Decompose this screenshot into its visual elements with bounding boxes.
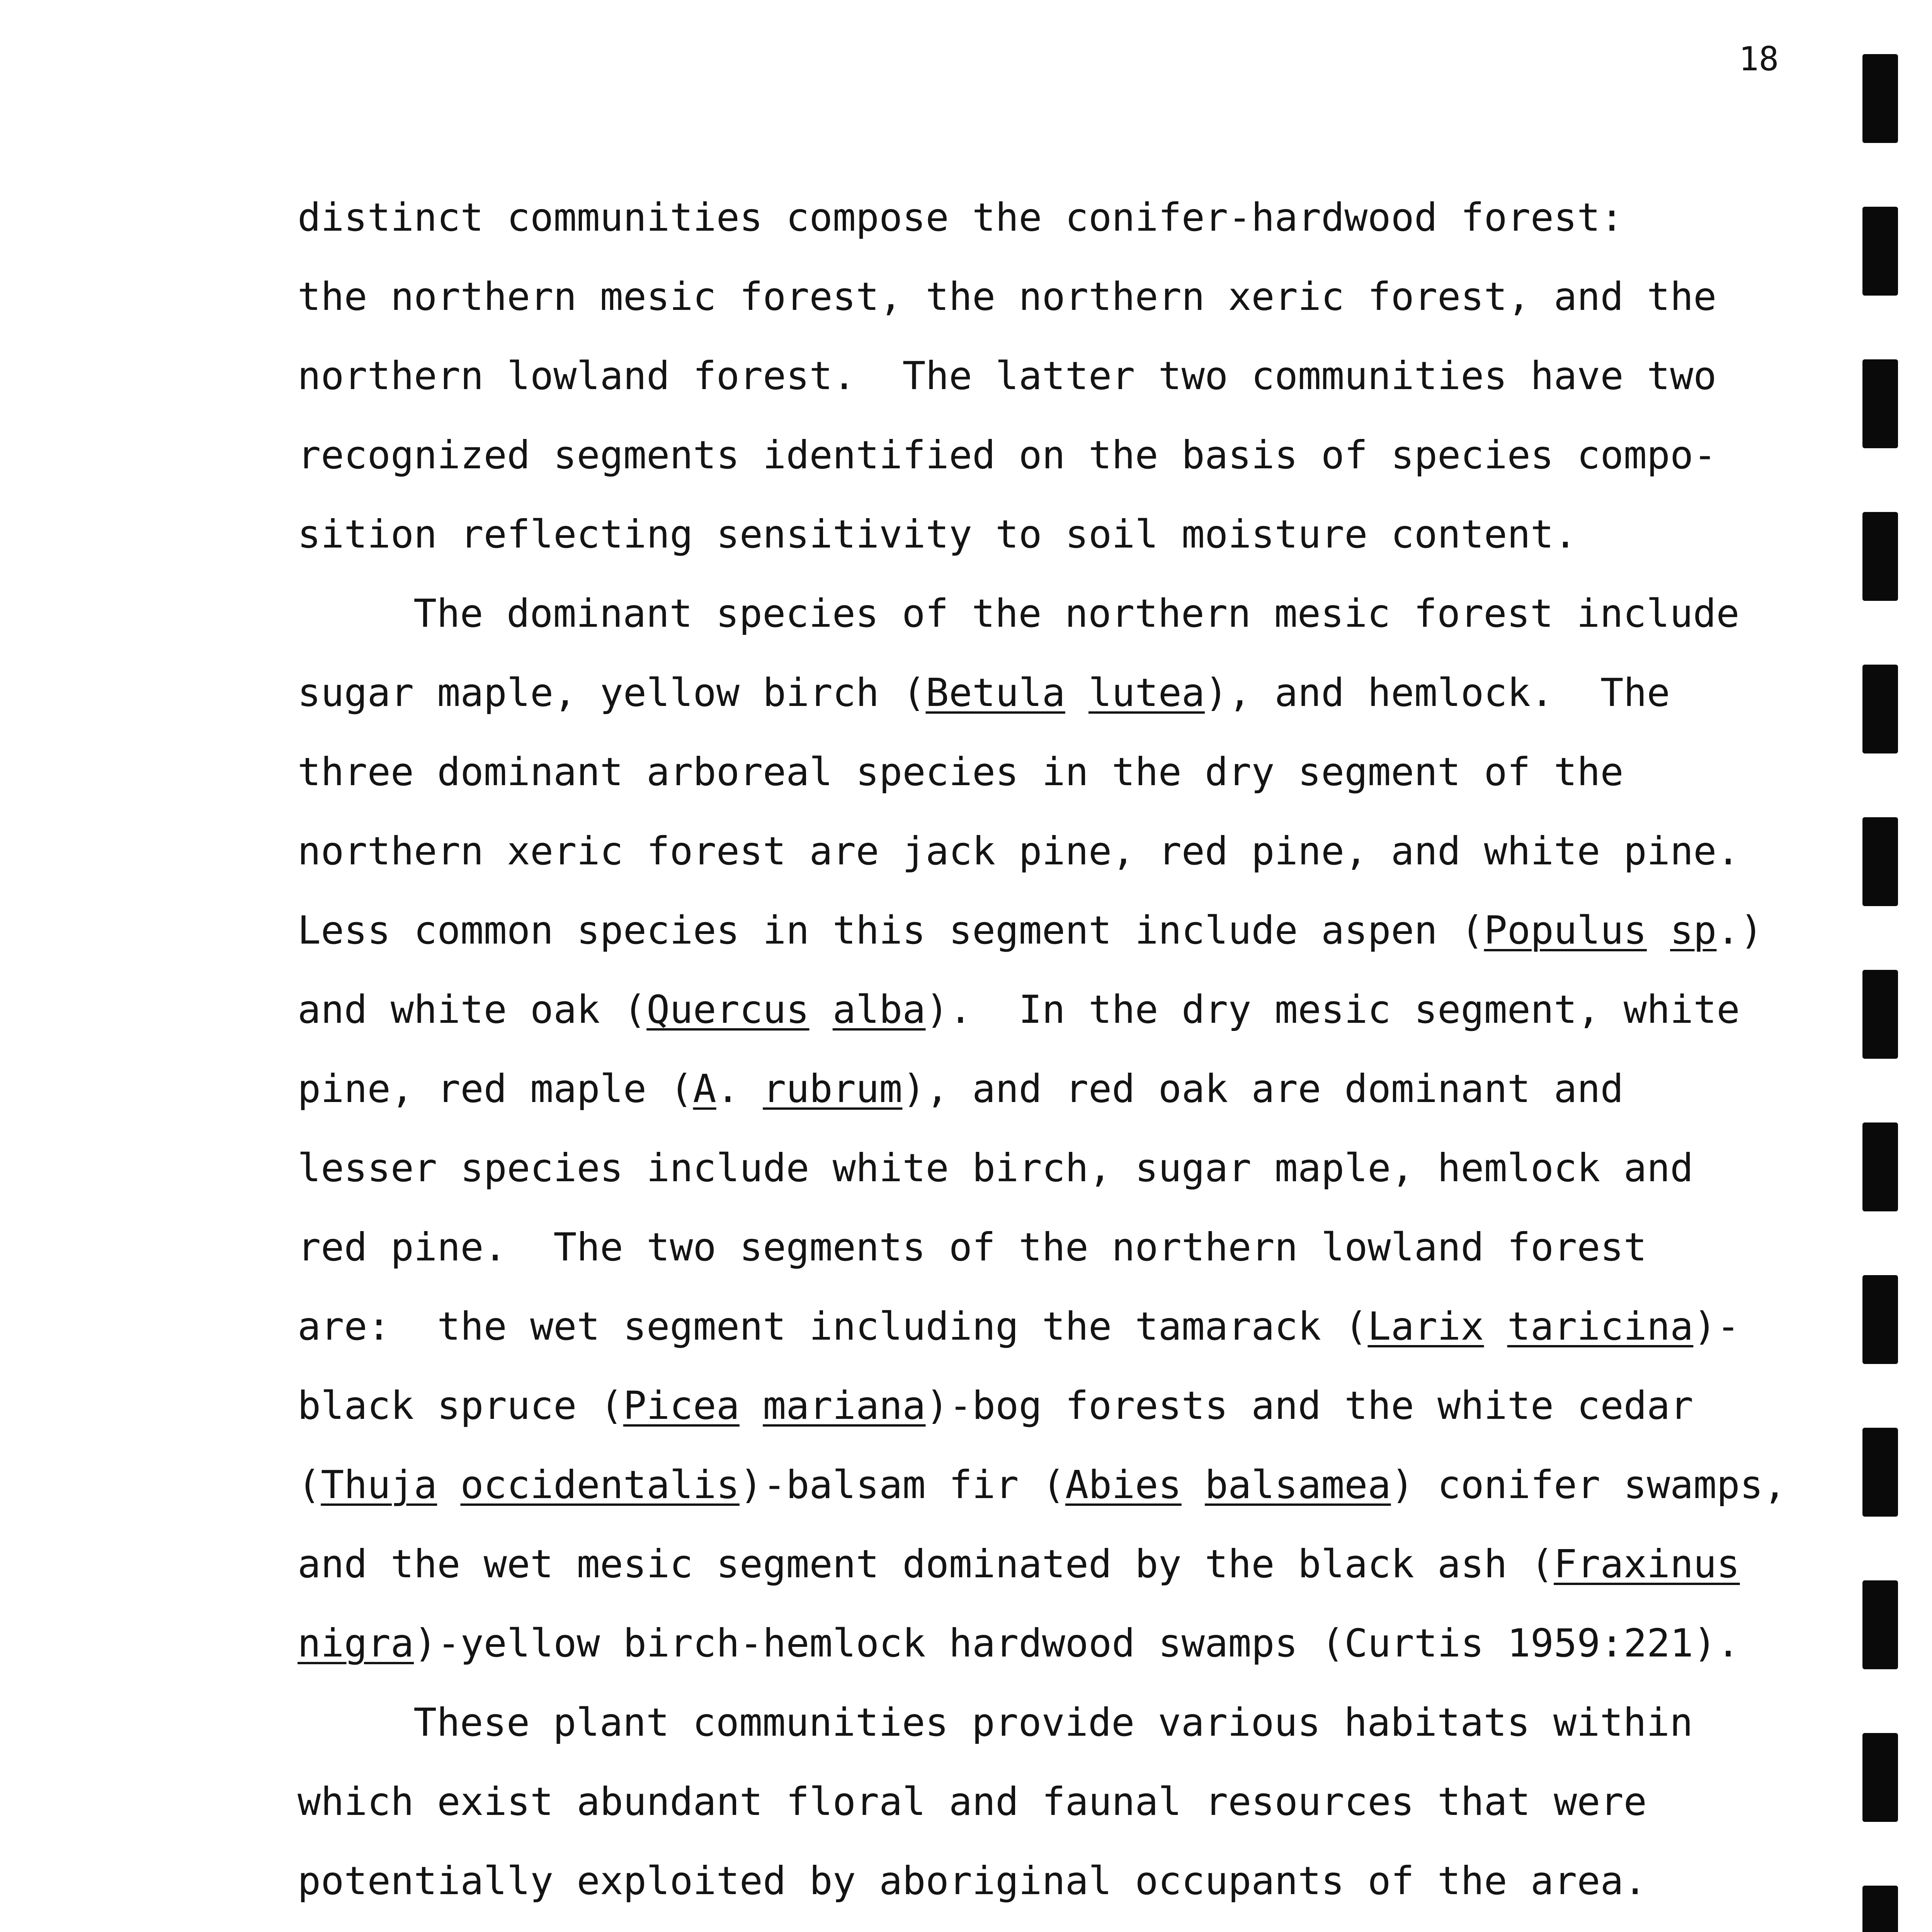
text-segment: and the wet mesic segment dominated by the black ash ( [298, 1541, 1554, 1587]
binding-mark [1862, 817, 1898, 906]
underlined-species-name: balsamea [1205, 1462, 1391, 1507]
text-segment: Less common species in this segment include aspen ( [298, 908, 1484, 953]
text-segment: the northern mesic forest, the northern xeric forest, and the [298, 274, 1717, 319]
text-line [298, 1841, 1835, 1920]
binding-mark [1862, 1122, 1898, 1211]
text-segment: black spruce ( [298, 1383, 623, 1428]
text-segment: three dominant arboreal species in the dry segment of the [298, 749, 1624, 794]
text-segment: .) [1716, 908, 1763, 953]
text-segment: )-balsam fir ( [739, 1462, 1065, 1507]
binding-mark [1862, 1886, 1898, 1932]
text-line [298, 1049, 1835, 1128]
text-segment: are: the wet segment including the tamarack ( [298, 1304, 1368, 1349]
text-line [298, 1287, 1835, 1366]
binding-mark [1862, 54, 1898, 143]
text-segment: red pine. The two segments of the northern lowland forest [298, 1225, 1647, 1270]
underlined-species-name: lutea [1088, 670, 1205, 715]
underlined-species-name: Thuja [321, 1462, 437, 1507]
text-line [298, 1445, 1835, 1524]
text-segment: sugar maple, yellow birch ( [298, 670, 926, 715]
text-segment: recognized segments identified on the basis of species compo- [298, 432, 1717, 478]
binding-mark [1862, 359, 1898, 448]
text-line [298, 1762, 1835, 1841]
text-segment: ). In the dry mesic segment, white [925, 987, 1740, 1032]
binding-mark [1862, 970, 1898, 1059]
underlined-species-name: Populus [1484, 908, 1647, 953]
text-segment: northern lowland forest. The latter two communities have two [298, 353, 1717, 398]
underlined-species-name: Abies [1065, 1462, 1182, 1507]
text-line [298, 495, 1835, 574]
text-segment: )- [1693, 1304, 1740, 1349]
underlined-species-name: mariana [763, 1383, 926, 1428]
text-segment: distinct communities compose the conifer-hardwood forest: [298, 195, 1624, 240]
underlined-species-name: Picea [623, 1383, 740, 1428]
text-segment: These plant communities provide various habitats within [413, 1700, 1693, 1745]
text-segment: )-bog forests and the white cedar [925, 1383, 1694, 1428]
text-segment: ) conifer swamps, [1391, 1462, 1787, 1507]
text-segment [1065, 670, 1088, 715]
text-segment: potentially exploited by aboriginal occupants of the area. [298, 1858, 1647, 1903]
text-line [298, 178, 1835, 257]
text-segment: ), and hemlock. The [1205, 670, 1670, 715]
binding-mark [1862, 207, 1898, 296]
text-line [298, 891, 1835, 970]
binding-mark [1862, 1428, 1898, 1517]
text-line [298, 1683, 1835, 1762]
text-segment: lesser species include white birch, sugar maple, hemlock and [298, 1145, 1694, 1190]
underlined-species-name: occidentalis [460, 1462, 740, 1507]
text-line [298, 653, 1835, 732]
binding-mark [1862, 1733, 1898, 1822]
underlined-species-name: Fraxinus [1554, 1541, 1740, 1587]
text-line [298, 1604, 1835, 1683]
text-segment [437, 1462, 460, 1507]
text-segment [1647, 908, 1670, 953]
body-text [298, 178, 1835, 1932]
text-line [298, 1920, 1835, 1932]
page-number: 18 [1739, 40, 1779, 78]
underlined-species-name: Quercus [646, 987, 810, 1032]
text-segment [740, 1383, 763, 1428]
binding-marks [1862, 54, 1901, 1932]
underlined-species-name: alba [832, 987, 926, 1032]
text-segment: which exist abundant floral and faunal resources that were [298, 1779, 1647, 1824]
text-segment: pine, red maple ( [298, 1066, 693, 1111]
binding-mark [1862, 1580, 1898, 1669]
text-line [298, 1524, 1835, 1604]
text-segment: sition reflecting sensitivity to soil moisture content. [298, 512, 1577, 557]
text-segment [810, 987, 833, 1032]
text-line [298, 1128, 1835, 1208]
underlined-species-name: Betula [925, 670, 1065, 715]
binding-mark [1862, 1275, 1898, 1364]
text-line [298, 336, 1835, 415]
underlined-species-name: rubrum [763, 1066, 903, 1111]
text-segment: northern xeric forest are jack pine, red pine, and white pine. [298, 828, 1740, 874]
binding-mark [1862, 665, 1898, 753]
underlined-species-name: taricina [1507, 1304, 1694, 1349]
text-line [298, 415, 1835, 495]
text-line [298, 574, 1835, 653]
underlined-species-name: Larix [1367, 1304, 1484, 1349]
text-line [298, 811, 1835, 891]
text-line [298, 970, 1835, 1049]
underlined-species-name: sp [1670, 908, 1717, 953]
text-segment: )-yellow birch-hemlock hardwood swamps (Curtis 1959:221). [414, 1621, 1740, 1666]
text-segment [1484, 1304, 1507, 1349]
text-segment: The dominant species of the northern mesic forest include [413, 591, 1740, 636]
text-line [298, 732, 1835, 811]
underlined-species-name: nigra [298, 1621, 414, 1666]
underlined-species-name: A [693, 1066, 716, 1111]
text-segment: ), and red oak are dominant and [902, 1066, 1624, 1111]
text-line [298, 1366, 1835, 1445]
text-line [298, 1208, 1835, 1287]
text-segment: and white oak ( [298, 987, 647, 1032]
text-line [298, 257, 1835, 336]
binding-mark [1862, 512, 1898, 601]
text-segment [1182, 1462, 1205, 1507]
text-segment: . [716, 1066, 763, 1111]
text-segment: ( [298, 1462, 321, 1507]
